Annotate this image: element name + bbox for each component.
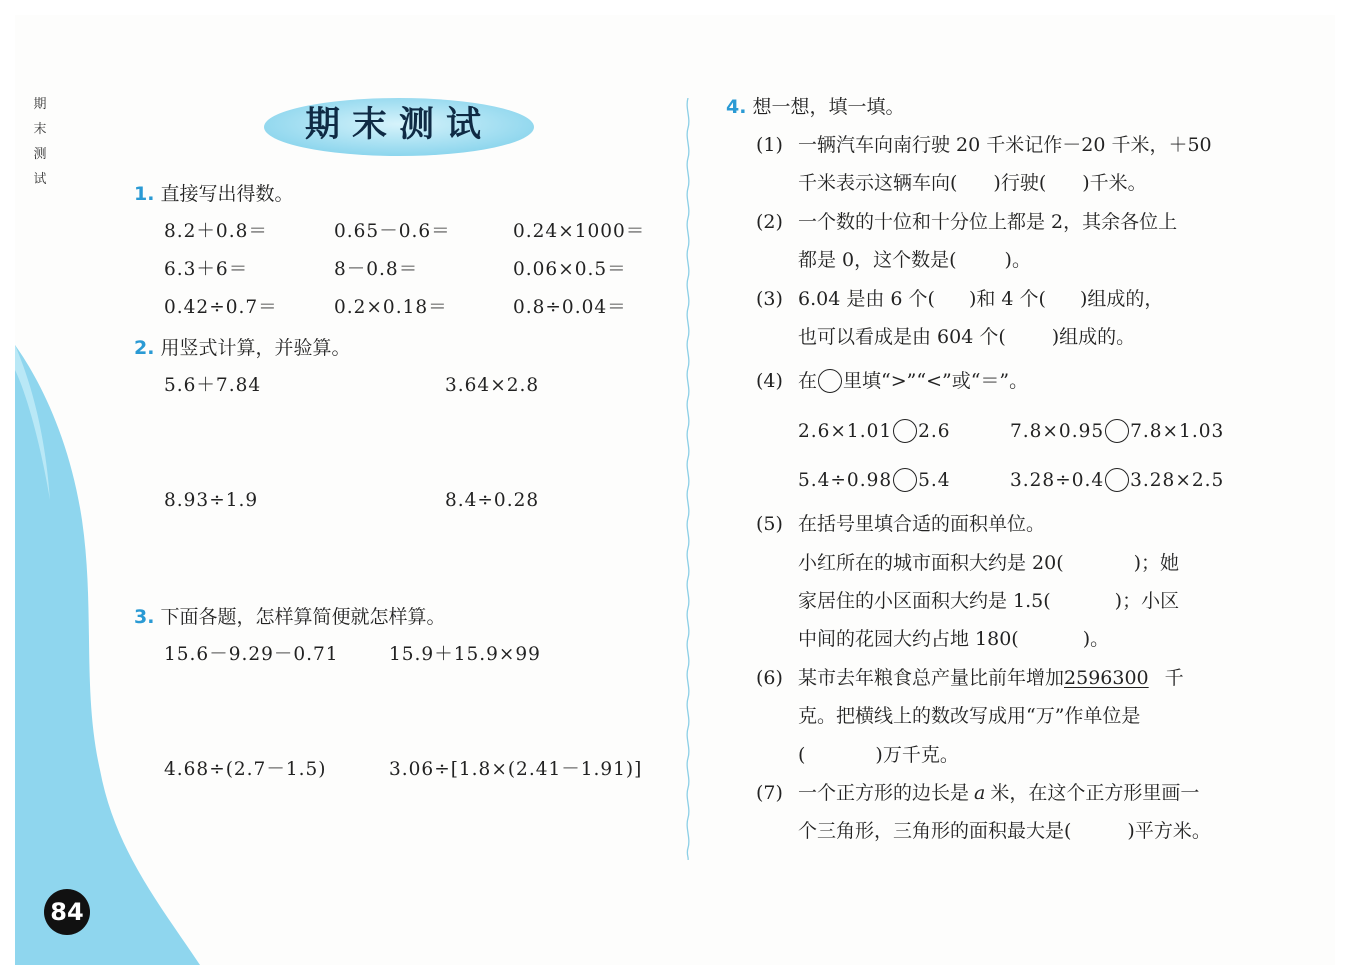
q4-p3-line2: [798, 325, 1135, 349]
q1-item: 0.42÷0.7＝: [164, 297, 278, 318]
text: )；她: [1133, 552, 1180, 574]
text: )和 4 个(: [968, 288, 1046, 310]
q3-item: 4.68÷(2.7－1.5): [164, 759, 327, 780]
text: 中间的花园大约占地 180(: [798, 628, 1019, 650]
question-text: 直接写出得数。: [160, 183, 294, 205]
q4-p5-line4: [798, 627, 1109, 651]
text: )行驶(: [993, 172, 1047, 194]
text: )万千克。: [875, 744, 959, 766]
q4-p1-line1: 一辆汽车向南行驶 20 千米记作－20 千米，＋50: [798, 134, 1212, 156]
text: 2.6: [918, 421, 951, 442]
title-banner: [262, 94, 536, 158]
circle-icon: [818, 369, 842, 393]
text: 7.8×0.95: [1010, 421, 1105, 442]
q3-item: 3.06÷[1.8×(2.41－1.91)]: [389, 759, 643, 780]
text: )。: [1004, 249, 1031, 271]
side-label-char: 试: [33, 172, 47, 187]
question-number: 4.: [726, 96, 747, 118]
q4-p6-line2: 克。把横线上的数改写成用“万”作单位是: [798, 705, 1141, 727]
q4-p2-line1: 一个数的十位和十分位上都是 2，其余各位上: [798, 211, 1178, 233]
q4-part-label: (3): [756, 288, 783, 310]
text: 米，在这个正方形里画一: [990, 782, 1200, 804]
q4-compare-item: [1010, 419, 1224, 444]
q1-heading: [134, 182, 294, 206]
q4-p3-line1: [798, 287, 1163, 311]
q4-part-label: (5): [756, 513, 783, 535]
variable-a: a: [974, 782, 986, 804]
side-label-char: 测: [33, 147, 47, 162]
q4-p7-line2: [798, 819, 1211, 843]
text: 3.28÷0.4: [1010, 470, 1105, 491]
question-number: 3.: [134, 606, 155, 628]
text: 都是 0，这个数是(: [798, 249, 957, 271]
text: )；小区: [1114, 590, 1180, 612]
q1-item: 6.3＋6＝: [164, 259, 249, 280]
q4-p6-line3: [798, 743, 959, 767]
q4-compare-item: [798, 419, 951, 444]
side-label-char: 期: [33, 97, 47, 112]
text: )组成的。: [1051, 326, 1136, 348]
question-number: 1.: [134, 183, 155, 205]
q4-p5-line2: [798, 551, 1179, 575]
q2-item: 3.64×2.8: [445, 375, 540, 396]
text: )。: [1082, 628, 1110, 650]
q4-p1-line2: [798, 171, 1147, 195]
column-divider: [684, 98, 692, 860]
text: 千: [1164, 667, 1184, 689]
text: 2.6×1.01: [798, 421, 893, 442]
q4-part-label: (4): [756, 370, 783, 392]
q4-part-label: (1): [756, 134, 783, 156]
text: 一个正方形的边长是: [798, 782, 970, 804]
q4-compare-item: [1010, 468, 1224, 493]
q3-heading: [134, 605, 446, 629]
q4-p5-line1: 在括号里填合适的面积单位。: [798, 513, 1046, 535]
q4-p7-line1: [798, 781, 1199, 805]
text: (: [798, 744, 806, 766]
page-number: 84: [44, 889, 90, 935]
text: )平方米。: [1127, 820, 1211, 842]
q1-item: 0.2×0.18＝: [334, 297, 448, 318]
side-label-char: 末: [33, 122, 47, 137]
text: 也可以看成是由 604 个(: [798, 326, 1006, 348]
text: 在: [798, 370, 818, 392]
q4-part-label: (7): [756, 782, 783, 804]
text: )组成的，: [1079, 288, 1164, 310]
compare-circle[interactable]: [893, 419, 917, 443]
text: 3.28×2.5: [1130, 470, 1225, 491]
question-text: 想一想，填一填。: [752, 96, 905, 118]
text: 6.04 是由 6 个(: [798, 288, 935, 310]
q4-p6-line1: [798, 666, 1184, 690]
text: 5.4: [918, 470, 951, 491]
page-title: 期末测试: [304, 105, 493, 145]
text: 7.8×1.03: [1130, 421, 1225, 442]
q4-p2-line2: [798, 248, 1031, 272]
q4-part-label: (2): [756, 211, 783, 233]
q4-heading: [726, 95, 905, 119]
q3-item: 15.9＋15.9×99: [389, 644, 541, 665]
text: 个三角形，三角形的面积最大是(: [798, 820, 1072, 842]
q1-item: 0.8÷0.04＝: [513, 297, 627, 318]
text: 千米表示这辆车向(: [798, 172, 958, 194]
q2-item: 5.6＋7.84: [164, 375, 262, 396]
compare-circle[interactable]: [1105, 419, 1129, 443]
q1-item: 0.24×1000＝: [513, 221, 646, 242]
q1-item: 8.2＋0.8＝: [164, 221, 268, 242]
q4-p4-line1: [798, 369, 1028, 393]
text: 5.4÷0.98: [798, 470, 893, 491]
text: 某市去年粮食总产量比前年增加: [798, 667, 1065, 689]
compare-circle[interactable]: [1105, 468, 1129, 492]
q2-item: 8.4÷0.28: [445, 490, 540, 511]
question-text: 用竖式计算，并验算。: [160, 337, 351, 359]
q4-compare-item: [798, 468, 951, 493]
text: 小红所在的城市面积大约是 20(: [798, 552, 1064, 574]
text: 里填“>”“<”或“＝”。: [843, 370, 1029, 392]
question-number: 2.: [134, 337, 155, 359]
text: 家居住的小区面积大约是 1.5(: [798, 590, 1051, 612]
q2-heading: [134, 336, 351, 360]
q2-item: 8.93÷1.9: [164, 490, 259, 511]
q3-item: 15.6－9.29－0.71: [164, 644, 339, 665]
q1-item: 8－0.8＝: [334, 259, 419, 280]
compare-circle[interactable]: [893, 468, 917, 492]
q4-part-label: (6): [756, 667, 783, 689]
text: )千米。: [1082, 172, 1147, 194]
question-text: 下面各题，怎样算简便就怎样算。: [160, 606, 446, 628]
underlined-number: 2596300: [1064, 667, 1149, 689]
side-section-label: [30, 92, 50, 192]
q1-item: 0.65－0.6＝: [334, 221, 451, 242]
q4-p5-line3: [798, 589, 1179, 613]
q1-item: 0.06×0.5＝: [513, 259, 627, 280]
